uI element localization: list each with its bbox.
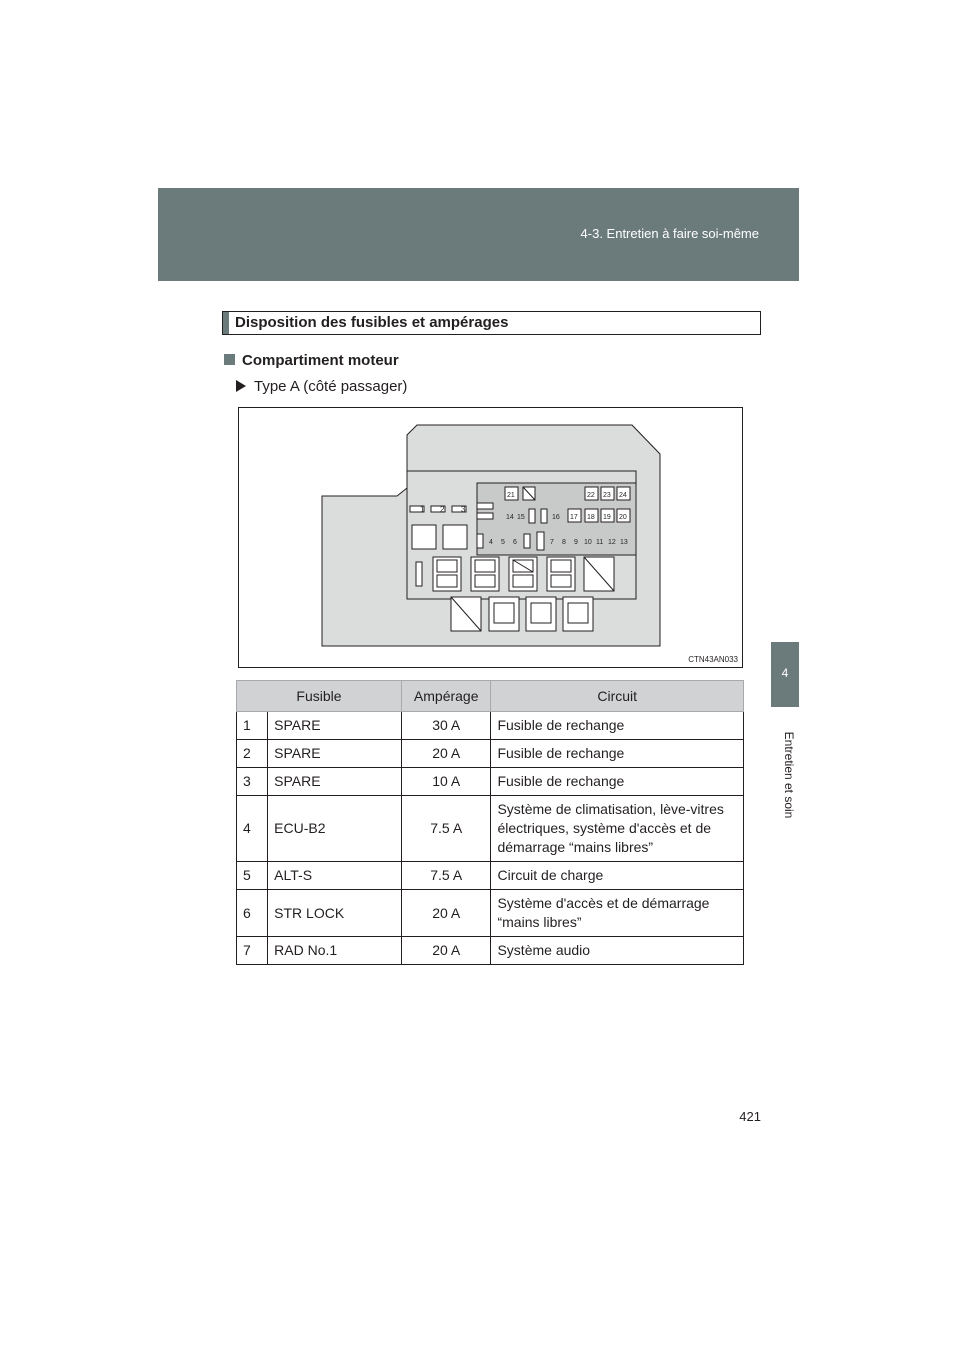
fuse-label-13: 13 — [620, 539, 628, 546]
heading-bar — [223, 312, 229, 334]
section-heading — [222, 311, 761, 335]
fuse-label-20: 20 — [619, 514, 627, 521]
fuse-name: ALT-S — [268, 862, 402, 890]
fuse-label-1: 1 — [420, 505, 425, 514]
mini-fuse-b1 — [524, 534, 530, 548]
fuse-label-5: 5 — [501, 539, 505, 546]
fuse-circuit: Fusible de rechange — [491, 712, 744, 740]
fuse-label-12: 12 — [608, 539, 616, 546]
fuse-circuit: Système d'accès et de démarrage “mains libres” — [491, 890, 744, 937]
table-row — [237, 712, 744, 740]
relay-7-inner — [494, 603, 514, 623]
relay-3-bottom — [513, 575, 533, 587]
fuse-name: ECU-B2 — [268, 796, 402, 862]
relay-1-bottom — [437, 575, 457, 587]
fuse-label-16: 16 — [552, 514, 560, 521]
relay-8-inner — [531, 603, 551, 623]
header-circuit: Circuit — [491, 681, 744, 712]
fuse-label-17: 17 — [570, 514, 578, 521]
header-section-title: 4-3. Entretien à faire soi-même — [580, 226, 759, 241]
table-row — [237, 796, 744, 862]
chapter-tab — [771, 642, 799, 707]
row-number: 2 — [237, 740, 268, 768]
row-number: 3 — [237, 768, 268, 796]
header-band — [158, 188, 799, 281]
fuse-label-18: 18 — [587, 514, 595, 521]
fuse-label-19: 19 — [603, 514, 611, 521]
chapter-label: Entretien et soin — [782, 731, 796, 819]
table-row — [237, 740, 744, 768]
subsection-title: Compartiment moteur — [242, 352, 399, 369]
mini-fuse-b0 — [477, 534, 483, 548]
fuse-name: SPARE — [268, 768, 402, 796]
fuse-circuit: Système de climatisation, lève-vitres électriques, système d'accès et de démarrage “mains libres” — [491, 796, 744, 862]
row-number: 5 — [237, 862, 268, 890]
fuse-name: SPARE — [268, 712, 402, 740]
fuse-label-6: 6 — [513, 539, 517, 546]
mini-fuse-m1 — [529, 509, 535, 523]
chapter-number: 4 — [781, 666, 789, 680]
fuse-label-11: 11 — [596, 539, 604, 546]
table-row — [237, 768, 744, 796]
type-label: Type A (côté passager) — [254, 378, 408, 395]
fuse-label-8: 8 — [562, 539, 566, 546]
fuse-label-2: 2 — [440, 505, 445, 514]
type-line — [236, 378, 407, 395]
row-number: 4 — [237, 796, 268, 862]
fuse-label-22: 22 — [587, 492, 595, 499]
fuse-circuit: Système audio — [491, 937, 744, 965]
table-row — [237, 862, 744, 890]
row-number: 1 — [237, 712, 268, 740]
triangle-bullet-icon — [236, 380, 246, 392]
relay-9-inner — [568, 603, 588, 623]
figure-code: CTN43AN033 — [688, 655, 738, 664]
table-row — [237, 890, 744, 937]
small-slot — [416, 562, 422, 586]
fuse-amperage: 20 A — [401, 740, 491, 768]
mini-slot-b — [477, 513, 493, 519]
fuse-label-7: 7 — [550, 539, 554, 546]
mini-slot-a — [477, 503, 493, 509]
relay-2-bottom — [475, 575, 495, 587]
header-amperage: Ampérage — [401, 681, 491, 712]
fuse-label-9: 9 — [574, 539, 578, 546]
fuse-box-figure — [238, 407, 743, 668]
fuse-amperage: 20 A — [401, 937, 491, 965]
mini-fuse-b2 — [537, 532, 544, 550]
relay-4-top — [551, 560, 571, 572]
table-header-row — [237, 681, 744, 712]
fuse-label-4: 4 — [489, 539, 493, 546]
fuse-label-14: 14 — [506, 514, 514, 521]
fuse-circuit: Circuit de charge — [491, 862, 744, 890]
row-number: 7 — [237, 937, 268, 965]
section-title: Disposition des fusibles et ampérages — [235, 314, 509, 331]
fuse-label-10: 10 — [584, 539, 592, 546]
fuse-name: SPARE — [268, 740, 402, 768]
fuse-circuit: Fusible de rechange — [491, 768, 744, 796]
fuse-amperage: 20 A — [401, 890, 491, 937]
row-number: 6 — [237, 890, 268, 937]
fuse-name: RAD No.1 — [268, 937, 402, 965]
fuse-label-21: 21 — [507, 492, 515, 499]
page-number: 421 — [739, 1109, 761, 1124]
subsection-heading — [224, 352, 399, 369]
relay-2-top — [475, 560, 495, 572]
fuse-amperage: 10 A — [401, 768, 491, 796]
relay-left-1 — [412, 525, 436, 549]
relay-4-bottom — [551, 575, 571, 587]
relay-1-top — [437, 560, 457, 572]
fuse-amperage: 7.5 A — [401, 862, 491, 890]
header-fuse: Fusible — [237, 681, 402, 712]
fuse-label-15: 15 — [517, 514, 525, 521]
fuse-table — [236, 680, 744, 965]
fuse-amperage: 7.5 A — [401, 796, 491, 862]
fuse-label-24: 24 — [619, 492, 627, 499]
fuse-label-3: 3 — [461, 505, 466, 514]
fuse-label-23: 23 — [603, 492, 611, 499]
square-bullet-icon — [224, 354, 235, 365]
mini-fuse-m2 — [541, 509, 547, 523]
fuse-amperage: 30 A — [401, 712, 491, 740]
table-row — [237, 937, 744, 965]
chapter-label-wrap — [779, 718, 796, 838]
fuse-name: STR LOCK — [268, 890, 402, 937]
relay-left-2 — [443, 525, 467, 549]
fuse-box-diagram — [239, 408, 742, 667]
fuse-circuit: Fusible de rechange — [491, 740, 744, 768]
